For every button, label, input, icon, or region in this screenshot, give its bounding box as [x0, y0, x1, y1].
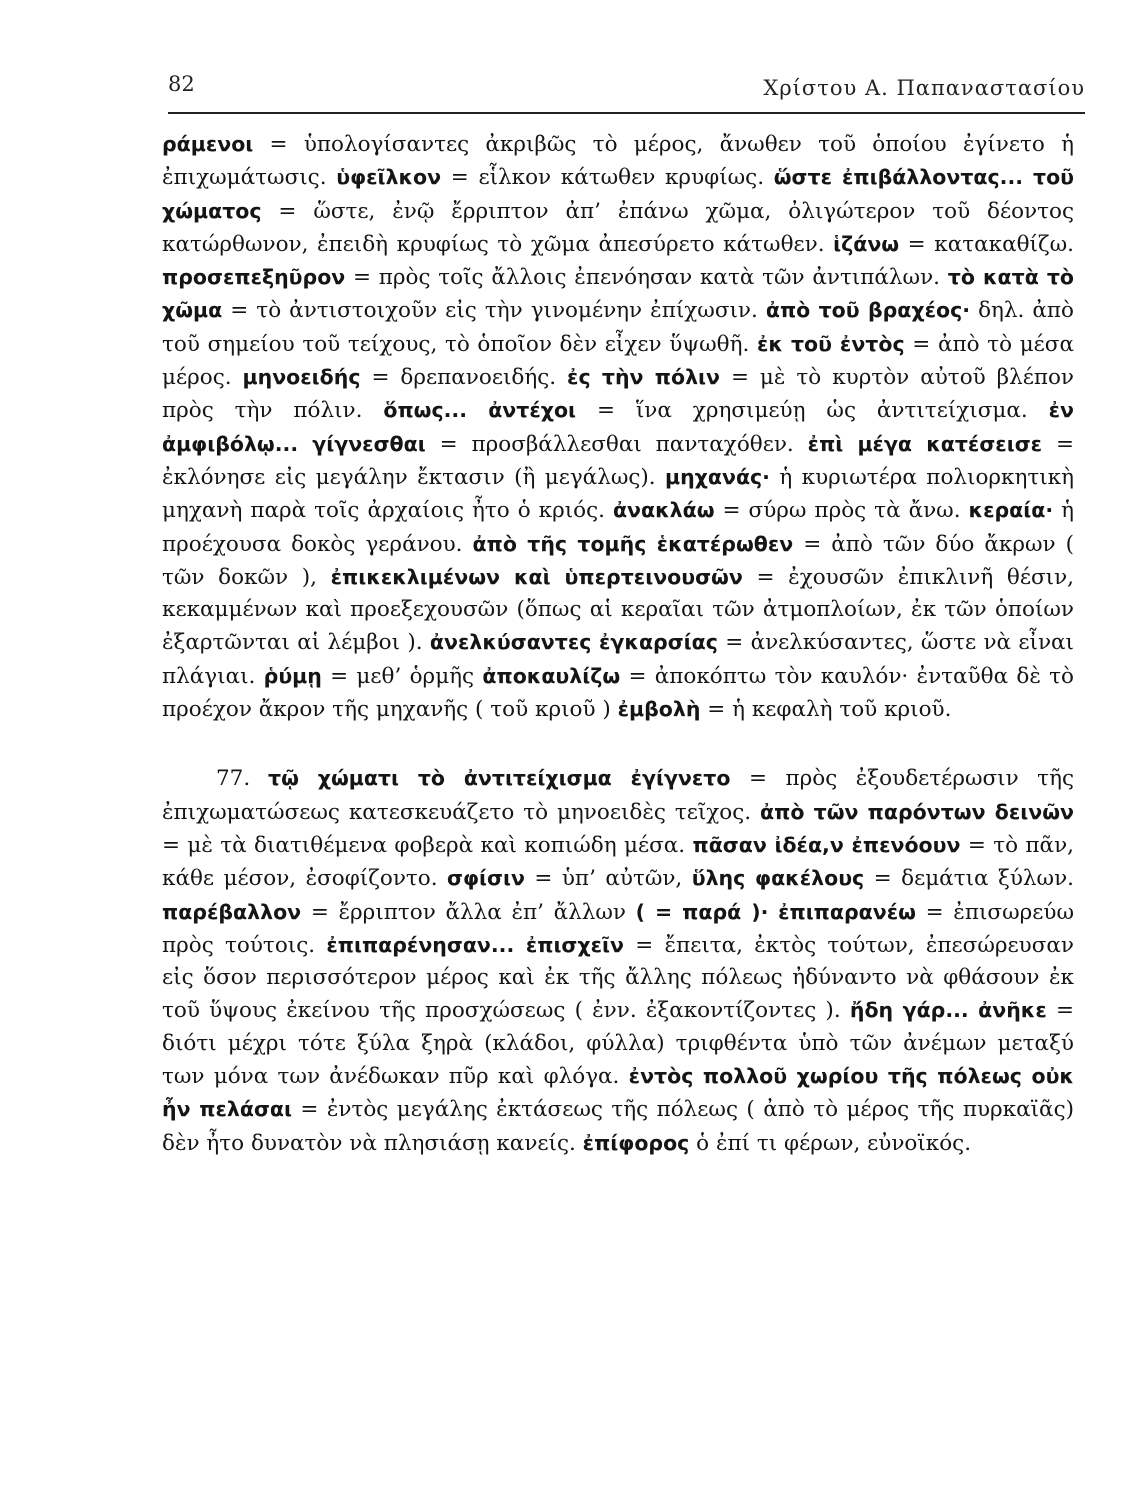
gloss: = πρὸς ἐξουδετέρωσιν τῆς ἐπιχωματώσεως κατεσκευάζετο τὸ μηνοειδὲς τεῖχος.: [162, 766, 1074, 825]
lemma: ἐκ τοῦ ἐντὸς: [757, 331, 905, 356]
lemma: ἐπὶ μέγα κατέσεισε: [807, 431, 1043, 456]
lemma: τὸ κατὰ τὸ χῶμα: [162, 265, 1075, 323]
gloss: = τὸ πᾶν, κάθε μέσον, ἐσοφίζοντο.: [162, 832, 1074, 892]
lemma: ἀπὸ τῆς τομῆς ἑκατέρωθεν: [472, 531, 794, 556]
body-text: [162, 128, 1074, 1160]
page-number: 82: [168, 72, 195, 96]
gloss: = ἐντὸς μεγάλης ἐκτάσεως τῆς πόλεως ( ἀπὸ τὸ μέρος τῆς πυρκαϊᾶς) δὲν ἦτο δυνατὸν νὰ πλησιάσῃ κανείς.: [162, 1097, 1075, 1156]
lemma: ῥύμῃ: [263, 663, 322, 688]
gloss: δηλ. ἀπὸ τοῦ σημείου τοῦ τείχους, τὸ ὁποῖον δὲν εἶχεν ὕψωθῆ.: [162, 298, 1074, 357]
lemma: ἐπιπαρένησαν... ἐπισχεῖν: [326, 932, 624, 957]
lemma: ὕλης φακέλους: [691, 866, 865, 891]
gloss: = ἵνα χρησιμεύῃ ὡς ἀντιτείχισμα.: [576, 398, 1049, 424]
running-head: Χρίστου Α. Παπαναστασίου: [763, 76, 1085, 100]
lemma: ἀνελκύσαντες ἐγκαρσίας: [429, 630, 718, 655]
gloss: = ἐπισωρεύω πρὸς τούτοις.: [162, 899, 1074, 958]
paragraph-glossary-1: [162, 128, 1074, 726]
gloss: = μὲ τὸ κυρτὸν αὐτοῦ βλέπον πρὸς τὴν πόλιν.: [162, 365, 1075, 424]
lemma: ἐντὸς πολλοῦ χωρίου τῆς πόλεως οὐκ ἦν πελάσαι: [162, 1064, 1074, 1122]
paragraph-number: 77.: [216, 766, 251, 792]
lemma: ἐν ἀμφιβόλῳ... γίγνεσθαι: [162, 398, 1075, 456]
gloss: [768, 900, 778, 925]
gloss: = ἀνελκύσαντες, ὥστε νὰ εἶναι πλάγιαι.: [162, 630, 1074, 689]
gloss: = μὲ τὰ διατιθέμενα φοβερὰ καὶ κοπιώδη μέσα.: [162, 832, 693, 858]
lemma: πᾶσαν ἰδέα,ν ἐπενόουν: [692, 832, 961, 857]
lemma: ἐπιπαρανέω: [778, 899, 916, 924]
lemma: ἀπὸ τοῦ βραχέος·: [765, 298, 971, 323]
gloss: = ὑπ’ αὐτῶν,: [524, 866, 692, 892]
gloss: = διότι μέχρι τότε ξύλα ξηρὰ (κλάδοι, φύλλα) τριφθέντα ὑπὸ τῶν ἀνέμων μεταξύ των μόνα των ἀνέδωκαν πῦρ καὶ φλόγα.: [162, 998, 1074, 1090]
lemma: μηνοειδής: [242, 365, 361, 390]
lemma: ἀνακλάω: [612, 498, 715, 523]
gloss: = ἐχουσῶν ἐπικλινῆ θέσιν, κεκαμμένων καὶ προεξεχουσῶν (ὅπως αἱ κεραῖαι τῶν ἀτμοπλοίων, ἐκ τῶν ὁποίων ἐξαρτῶνται αἱ λέμβοι ).: [162, 564, 1074, 656]
lemma: ἐμβολὴ: [617, 697, 701, 722]
gloss: = πρὸς τοῖς ἄλλοις ἐπενόησαν κατὰ τῶν ἀντιπάλων.: [345, 265, 948, 291]
gloss: = μεθ’ ὁρμῆς: [321, 663, 483, 689]
lemma: ἐς τὴν πόλιν: [567, 365, 720, 390]
gloss: = κατακαθίζω.: [899, 231, 1074, 257]
lemma: ἤδη γάρ... ἀνῆκε: [849, 998, 1047, 1023]
lemma: ὑφεῖλκον: [336, 165, 442, 190]
gloss: = ἀπὸ τῶν δύο ἄκρων ( τῶν δοκῶν ),: [162, 531, 1074, 590]
lemma: ὅπως... ἀντέχοι: [383, 398, 577, 423]
gloss: = προσβάλλεσθαι πανταχόθεν.: [425, 431, 808, 457]
gloss: = τὸ ἀντιστοιχοῦν εἰς τὴν γινομένην ἐπίχωσιν.: [222, 298, 766, 324]
paragraph-glossary-2: [162, 762, 1074, 1160]
lemma: ἐπίφορος: [582, 1130, 690, 1155]
lemma: ἀποκαυλίζω: [482, 663, 621, 688]
lemma: ἐπικεκλιμένων καὶ ὑπερτεινουσῶν: [330, 564, 743, 589]
gloss: = ἀπὸ τὸ μέσα μέρος.: [162, 331, 1075, 391]
lemma: κεραία·: [968, 498, 1054, 523]
lemma: ἱζάνω: [833, 231, 900, 256]
gloss: = ὑπολογίσαντες ἀκριβῶς τὸ μέρος, ἄνωθεν τοῦ ὁποίου ἐγίνετο ἡ ἐπιχωμάτωσις.: [162, 132, 1074, 191]
header-rule: [168, 112, 1085, 114]
gloss: = εἷλκον κάτωθεν κρυφίως.: [441, 165, 774, 191]
gloss: = ἔρριπτον ἄλλα ἐπ’ ἄλλων: [301, 899, 636, 925]
page-header: [168, 72, 1085, 102]
gloss: = ἀποκόπτω τὸν καυλόν· ἐνταῦθα δὲ τὸ προέχον ἄκρον τῆς μηχανῆς ( τοῦ κριοῦ ): [162, 663, 1074, 723]
gloss: = ἐκλόνησε εἰς μεγάλην ἔκτασιν (ἢ μεγάλως).: [162, 431, 1074, 490]
gloss: = δεμάτια ξύλων.: [864, 866, 1074, 892]
lemma: παρέβαλλον: [162, 899, 302, 924]
gloss: ἡ προέχουσα δοκὸς γεράνου.: [162, 498, 1074, 557]
lemma: προσεπεξηῦρον: [162, 265, 346, 290]
gloss: = δρεπανοειδής.: [360, 365, 568, 391]
lemma: ἀπὸ τῶν παρόντων δεινῶν: [760, 799, 1074, 824]
lemma: ( = παρά )·: [635, 899, 769, 924]
gloss: ὁ ἐπί τι φέρων, εὐνοϊκός.: [689, 1130, 972, 1156]
lemma: ὥστε ἐπιβάλλοντας... τοῦ χώματος: [162, 165, 1075, 223]
gloss: = σύρω πρὸς τὰ ἄνω.: [714, 498, 969, 524]
lemma: ράμενοι: [162, 132, 254, 156]
gloss: ἡ κυριωτέρα πολιορκητικὴ μηχανὴ παρὰ τοῖς ἀρχαίοις ἦτο ὁ κριός.: [162, 464, 1074, 524]
gloss: = ἔπειτα, ἐκτὸς τούτων, ἐπεσώρευσαν εἰς ὅσον περισσότερον μέρος καὶ ἐκ τῆς ἄλλης πόλεως ἠδύναντο νὰ φθάσουν ἐκ τοῦ ὕψους ἐκείνου τῆς προσχώσεως ( ἐνν. ἐξακοντίζοντες ).: [162, 932, 1074, 1024]
lemma: τῷ χώματι τὸ ἀντιτείχισμα ἐγίγνετο: [268, 766, 731, 791]
lemma: μηχανάς·: [665, 464, 770, 489]
lemma: σφίσιν: [447, 866, 525, 891]
gloss: = ὥστε, ἐνῷ ἔρριπτον ἀπ’ ἐπάνω χῶμα, ὀλιγώτερον τοῦ δέοντος κατώρθωνον, ἐπειδὴ κρυφίως τὸ χῶμα ἀπεσύρετο κάτωθεν.: [162, 198, 1074, 257]
gloss: = ἡ κεφαλὴ τοῦ κριοῦ.: [700, 697, 952, 723]
